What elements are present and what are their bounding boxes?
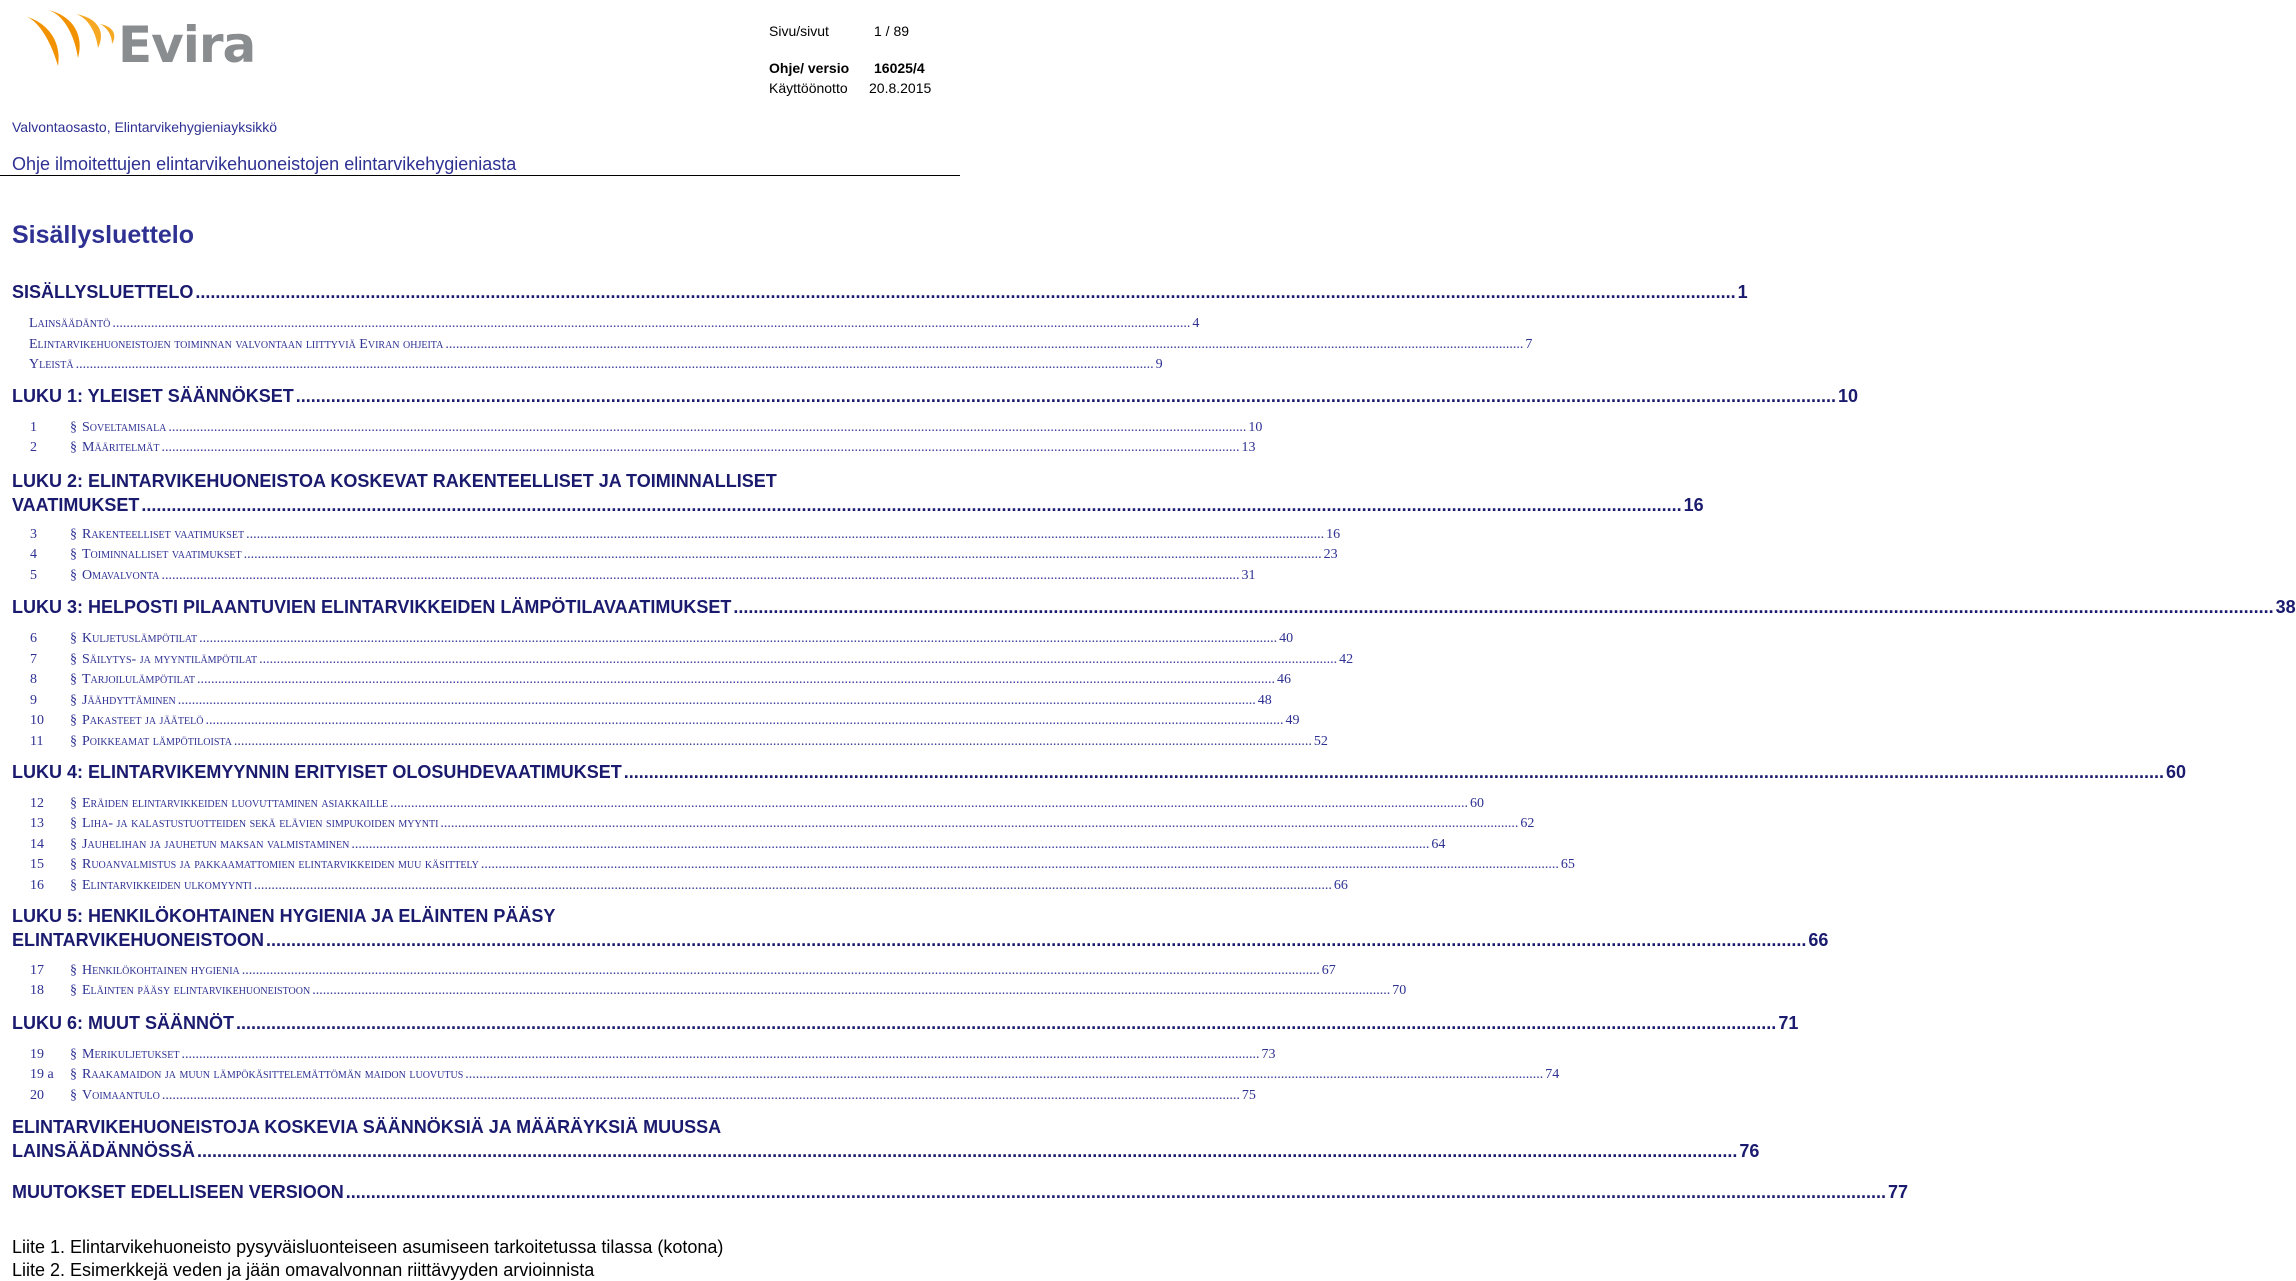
toc-page: 31 bbox=[1241, 568, 1256, 583]
header-divider bbox=[0, 175, 960, 176]
toc-title: LUKU 4: ELINTARVIKEMYYNNIN ERITYISET OLOSUHDEVAATIMUKSET bbox=[12, 762, 622, 782]
toc-title: LUKU 5: HENKILÖKOHTAINEN HYGIENIA JA ELÄINTEN PÄÄSY bbox=[12, 906, 556, 926]
toc-title: Yleistä bbox=[29, 357, 74, 372]
toc-entry[interactable] bbox=[12, 527, 1341, 543]
logo-swoosh-icon bbox=[18, 8, 128, 80]
toc-title: Omavalvonta bbox=[82, 568, 160, 583]
toc-title: Määritelmät bbox=[82, 440, 160, 455]
toc-page: 13 bbox=[1241, 440, 1256, 455]
toc-entry[interactable] bbox=[12, 420, 1263, 436]
section-number: 5 bbox=[30, 568, 37, 583]
section-icon: § bbox=[70, 816, 77, 831]
toc-page: 16 bbox=[1326, 527, 1341, 542]
toc-entry[interactable] bbox=[12, 672, 1291, 688]
toc-page: 42 bbox=[1339, 652, 1354, 667]
toc-entry[interactable] bbox=[12, 796, 1485, 812]
toc-title: MUUTOKSET EDELLISEEN VERSIOON bbox=[12, 1182, 344, 1202]
toc-page: 76 bbox=[1739, 1141, 1760, 1161]
section-number: 1 bbox=[30, 420, 37, 435]
dot-leader: .................................................................................................................................................................................................................................................................................................................... bbox=[390, 796, 1469, 811]
section-icon: § bbox=[70, 734, 77, 749]
dot-leader: .................................................................................................................................................................................................................................................................................................................... bbox=[241, 963, 1320, 978]
section-number: 19 a bbox=[30, 1067, 54, 1082]
toc-entry[interactable] bbox=[12, 983, 1407, 999]
toc-entry[interactable] bbox=[12, 878, 1348, 894]
dot-leader: .................................................................................................................................................................................................................................................................................................................... bbox=[161, 440, 1240, 455]
toc-entry[interactable] bbox=[12, 762, 2187, 783]
dot-leader: .................................................................................................................................................................................................................................................................................................................... bbox=[243, 547, 1322, 562]
toc-page: 62 bbox=[1520, 816, 1535, 831]
section-number: 7 bbox=[30, 652, 37, 667]
toc-page: 66 bbox=[1333, 878, 1348, 893]
toc-entry[interactable] bbox=[12, 693, 1272, 709]
section-number: 12 bbox=[30, 796, 44, 811]
toc-page: 4 bbox=[1192, 316, 1200, 331]
toc-entry[interactable] bbox=[12, 837, 1446, 853]
dot-leader: .................................................................................................................................................................................................................................................................................................................... bbox=[295, 386, 1837, 406]
dot-leader: .................................................................................................................................................................................................................................................................................................................... bbox=[312, 983, 1391, 998]
section-icon: § bbox=[70, 857, 77, 872]
section-icon: § bbox=[70, 796, 77, 811]
dot-leader: .................................................................................................................................................................................................................................................................................................................... bbox=[733, 597, 2274, 617]
toc-page: 49 bbox=[1285, 713, 1300, 728]
toc-title: Toiminnalliset vaatimukset bbox=[82, 547, 242, 562]
toc-entry[interactable] bbox=[12, 1067, 1560, 1083]
toc-page: 40 bbox=[1279, 631, 1294, 646]
toc-page: 23 bbox=[1323, 547, 1338, 562]
dot-leader: .................................................................................................................................................................................................................................................................................................................... bbox=[177, 693, 1256, 708]
evira-logo bbox=[18, 8, 258, 80]
dot-leader: .................................................................................................................................................................................................................................................................................................................... bbox=[199, 631, 1278, 646]
department: Valvontaosasto, Elintarvikehygieniayksikkö bbox=[12, 119, 278, 135]
toc-title: Liha- ja kalastustuotteiden sekä elävien simpukoiden myynti bbox=[82, 816, 439, 831]
toc-entry[interactable] bbox=[12, 316, 1200, 332]
dot-leader: .................................................................................................................................................................................................................................................................................................................... bbox=[623, 762, 2165, 782]
dot-leader: .................................................................................................................................................................................................................................................................................................................... bbox=[168, 420, 1247, 435]
section-icon: § bbox=[70, 713, 77, 728]
toc-title: Merikuljetukset bbox=[82, 1047, 180, 1062]
toc-entry[interactable] bbox=[12, 713, 1300, 729]
toc-title: Rakenteelliset vaatimukset bbox=[82, 527, 245, 542]
toc-title: Jäähdyttäminen bbox=[82, 693, 176, 708]
toc-entry[interactable] bbox=[12, 357, 1163, 373]
dot-leader: .................................................................................................................................................................................................................................................................................................................... bbox=[345, 1182, 1887, 1202]
toc-title: Tarjoilulämpötilat bbox=[82, 672, 195, 687]
toc-page: 70 bbox=[1392, 983, 1407, 998]
toc-title: Elintarvikehuoneistojen toiminnan valvontaan liittyviä Eviran ohjeita bbox=[29, 337, 444, 352]
toc-title: Säilytys- ja myyntilämpötilat bbox=[82, 652, 258, 667]
toc-page: 46 bbox=[1277, 672, 1291, 687]
toc-title: Soveltamisala bbox=[82, 420, 167, 435]
section-icon: § bbox=[70, 837, 77, 852]
dot-leader: .................................................................................................................................................................................................................................................................................................................... bbox=[112, 316, 1191, 331]
section-number: 14 bbox=[30, 837, 44, 852]
deploy-label: Käyttöönotto bbox=[769, 80, 848, 96]
toc-entry[interactable] bbox=[12, 631, 1294, 647]
appendix-item: Liite 2. Esimerkkejä veden ja jään omavalvonnan riittävyyden arvioinnista bbox=[12, 1260, 595, 1280]
toc-title: Elintarvikkeiden ulkomyynti bbox=[82, 878, 252, 893]
toc-page: 73 bbox=[1261, 1047, 1276, 1062]
guide-value: 16025/4 bbox=[874, 60, 925, 76]
dot-leader: .................................................................................................................................................................................................................................................................................................................... bbox=[351, 837, 1430, 852]
toc-title: Eläinten pääsy elintarvikehuoneistoon bbox=[82, 983, 311, 998]
toc-entry[interactable] bbox=[12, 337, 1533, 353]
toc-entry[interactable] bbox=[12, 1013, 1799, 1034]
dot-leader: .................................................................................................................................................................................................................................................................................................................... bbox=[236, 1013, 1777, 1033]
toc-title: LUKU 6: MUUT SÄÄNNÖT bbox=[12, 1013, 234, 1033]
appendix-item: Liite 1. Elintarvikehuoneisto pysyväisluonteiseen asumiseen tarkoitetussa tilassa (kotona) bbox=[12, 1237, 724, 1257]
section-number: 17 bbox=[30, 963, 44, 978]
dot-leader: .................................................................................................................................................................................................................................................................................................................... bbox=[141, 495, 1682, 515]
toc-page: 16 bbox=[1683, 495, 1704, 515]
toc-entry[interactable] bbox=[12, 963, 1336, 979]
section-icon: § bbox=[70, 527, 77, 542]
toc-entry[interactable] bbox=[12, 440, 1256, 456]
toc-page: 67 bbox=[1321, 963, 1336, 978]
toc-title: ELINTARVIKEHUONEISTOJA KOSKEVIA SÄÄNNÖKSIÄ JA MÄÄRÄYKSIÄ MUUSSA bbox=[12, 1117, 722, 1137]
toc-page: 7 bbox=[1525, 337, 1533, 352]
toc-title: Eräiden elintarvikkeiden luovuttaminen asiakkaille bbox=[82, 796, 389, 811]
dot-leader: .................................................................................................................................................................................................................................................................................................................... bbox=[75, 357, 1154, 372]
toc-title-cont: VAATIMUKSET bbox=[12, 495, 140, 515]
toc-title: LUKU 1: YLEISET SÄÄNNÖKSET bbox=[12, 386, 294, 406]
dot-leader: .................................................................................................................................................................................................................................................................................................................... bbox=[197, 672, 1275, 687]
dot-leader: .................................................................................................................................................................................................................................................................................................................... bbox=[259, 652, 1338, 667]
section-number: 10 bbox=[30, 713, 44, 728]
section-icon: § bbox=[70, 693, 77, 708]
dot-leader: .................................................................................................................................................................................................................................................................................................................... bbox=[195, 282, 1736, 302]
dot-leader: .................................................................................................................................................................................................................................................................................................................... bbox=[181, 1047, 1260, 1062]
dot-leader: .................................................................................................................................................................................................................................................................................................................... bbox=[197, 1141, 1738, 1161]
section-icon: § bbox=[70, 440, 77, 455]
section-icon: § bbox=[70, 631, 77, 646]
toc-entry[interactable] bbox=[12, 386, 1859, 407]
dot-leader: .................................................................................................................................................................................................................................................................................................................... bbox=[480, 857, 1559, 872]
toc-title: SISÄLLYSLUETTELO bbox=[12, 282, 194, 302]
toc-entry[interactable] bbox=[12, 652, 1354, 668]
toc-title: Ruoanvalmistus ja pakkaamattomien elintarvikkeiden muu käsittely bbox=[82, 857, 479, 872]
toc-title: Raakamaidon ja muun lämpökäsittelemättömän maidon luovutus bbox=[82, 1067, 464, 1082]
toc-entry[interactable] bbox=[12, 597, 2296, 618]
section-number: 4 bbox=[30, 547, 37, 562]
toc-title: Kuljetuslämpötilat bbox=[82, 631, 198, 646]
dot-leader: .................................................................................................................................................................................................................................................................................................................... bbox=[440, 816, 1519, 831]
section-number: 19 bbox=[30, 1047, 44, 1062]
dot-leader: .................................................................................................................................................................................................................................................................................................................... bbox=[161, 1088, 1240, 1103]
toc-title: LUKU 2: ELINTARVIKEHUONEISTOA KOSKEVAT RAKENTEELLISET JA TOIMINNALLISET bbox=[12, 471, 777, 491]
section-icon: § bbox=[70, 1067, 77, 1082]
section-number: 2 bbox=[30, 440, 37, 455]
guide-label: Ohje/ versio bbox=[769, 60, 850, 76]
toc-entry[interactable] bbox=[12, 857, 1575, 873]
section-icon: § bbox=[70, 420, 77, 435]
toc-page: 10 bbox=[1838, 386, 1859, 406]
dot-leader: .................................................................................................................................................................................................................................................................................................................... bbox=[246, 527, 1325, 542]
section-icon: § bbox=[70, 1047, 77, 1062]
toc-page: 48 bbox=[1257, 693, 1272, 708]
section-icon: § bbox=[70, 547, 77, 562]
toc-title: Voimaantulo bbox=[82, 1088, 160, 1103]
dot-leader: .................................................................................................................................................................................................................................................................................................................... bbox=[253, 878, 1332, 893]
toc-title: Lainsäädäntö bbox=[29, 316, 111, 331]
section-number: 16 bbox=[30, 878, 44, 893]
section-number: 9 bbox=[30, 693, 37, 708]
section-icon: § bbox=[70, 963, 77, 978]
toc-page: 52 bbox=[1313, 734, 1328, 749]
page-title: Sisällysluettelo bbox=[12, 221, 195, 249]
toc-page: 1 bbox=[1737, 282, 1748, 302]
section-icon: § bbox=[70, 878, 77, 893]
section-icon: § bbox=[70, 983, 77, 998]
toc-page: 71 bbox=[1778, 1013, 1799, 1033]
toc-page: 77 bbox=[1888, 1182, 1909, 1202]
toc-entry[interactable] bbox=[12, 1088, 1256, 1104]
toc-entry[interactable] bbox=[12, 1047, 1276, 1063]
toc-entry[interactable] bbox=[12, 816, 1535, 832]
dot-leader: .................................................................................................................................................................................................................................................................................................................... bbox=[161, 568, 1240, 583]
toc-page: 66 bbox=[1808, 930, 1829, 950]
toc-page: 60 bbox=[2166, 762, 2187, 782]
dot-leader: .................................................................................................................................................................................................................................................................................................................... bbox=[445, 337, 1524, 352]
dot-leader: .................................................................................................................................................................................................................................................................................................................... bbox=[465, 1067, 1544, 1082]
section-icon: § bbox=[70, 568, 77, 583]
toc-entry[interactable] bbox=[12, 904, 1829, 952]
toc-page: 10 bbox=[1248, 420, 1263, 435]
toc-title-cont: LAINSÄÄDÄNNÖSSÄ bbox=[12, 1141, 196, 1161]
toc-entry[interactable] bbox=[12, 568, 1256, 584]
toc-entry[interactable] bbox=[12, 547, 1338, 563]
toc-entry[interactable] bbox=[12, 469, 1704, 517]
toc-title: Poikkeamat lämpötiloista bbox=[82, 734, 232, 749]
section-number: 6 bbox=[30, 631, 37, 646]
toc-entry[interactable] bbox=[12, 1115, 1760, 1163]
section-icon: § bbox=[70, 672, 77, 687]
section-icon: § bbox=[70, 1088, 77, 1103]
document-title: Ohje ilmoitettujen elintarvikehuoneistojen elintarvikehygieniasta bbox=[12, 154, 517, 174]
section-number: 11 bbox=[30, 734, 44, 749]
section-number: 15 bbox=[30, 857, 44, 872]
dot-leader: .................................................................................................................................................................................................................................................................................................................... bbox=[233, 734, 1312, 749]
logo-wordmark: Evira bbox=[118, 16, 256, 74]
toc-page: 38 bbox=[2275, 597, 2296, 617]
toc-page: 75 bbox=[1241, 1088, 1256, 1103]
toc-title: LUKU 3: HELPOSTI PILAANTUVIEN ELINTARVIKKEIDEN LÄMPÖTILAVAATIMUKSET bbox=[12, 597, 732, 617]
toc-page: 64 bbox=[1431, 837, 1446, 852]
section-number: 18 bbox=[30, 983, 44, 998]
toc-title: Jauhelihan ja jauhetun maksan valmistaminen bbox=[82, 837, 350, 852]
toc-page: 9 bbox=[1155, 357, 1163, 372]
deploy-value: 20.8.2015 bbox=[869, 80, 932, 96]
section-number: 8 bbox=[30, 672, 37, 687]
section-icon: § bbox=[70, 652, 77, 667]
toc-page: 74 bbox=[1545, 1067, 1560, 1082]
toc-page: 60 bbox=[1470, 796, 1485, 811]
page-value: 1 / 89 bbox=[874, 23, 910, 39]
toc-title: Henkilökohtainen hygienia bbox=[82, 963, 240, 978]
section-number: 3 bbox=[30, 527, 37, 542]
toc-entry[interactable] bbox=[12, 734, 1328, 750]
section-number: 20 bbox=[30, 1088, 44, 1103]
toc-page: 65 bbox=[1560, 857, 1575, 872]
toc-title: Pakasteet ja jäätelö bbox=[82, 713, 204, 728]
dot-leader: .................................................................................................................................................................................................................................................................................................................... bbox=[205, 713, 1284, 728]
page-label: Sivu/sivut bbox=[769, 23, 829, 39]
section-number: 13 bbox=[30, 816, 44, 831]
toc-entry[interactable] bbox=[12, 1182, 1909, 1203]
toc-entry[interactable] bbox=[12, 282, 1748, 303]
dot-leader: .................................................................................................................................................................................................................................................................................................................... bbox=[266, 930, 1807, 950]
toc-title-cont: ELINTARVIKEHUONEISTOON bbox=[12, 930, 265, 950]
